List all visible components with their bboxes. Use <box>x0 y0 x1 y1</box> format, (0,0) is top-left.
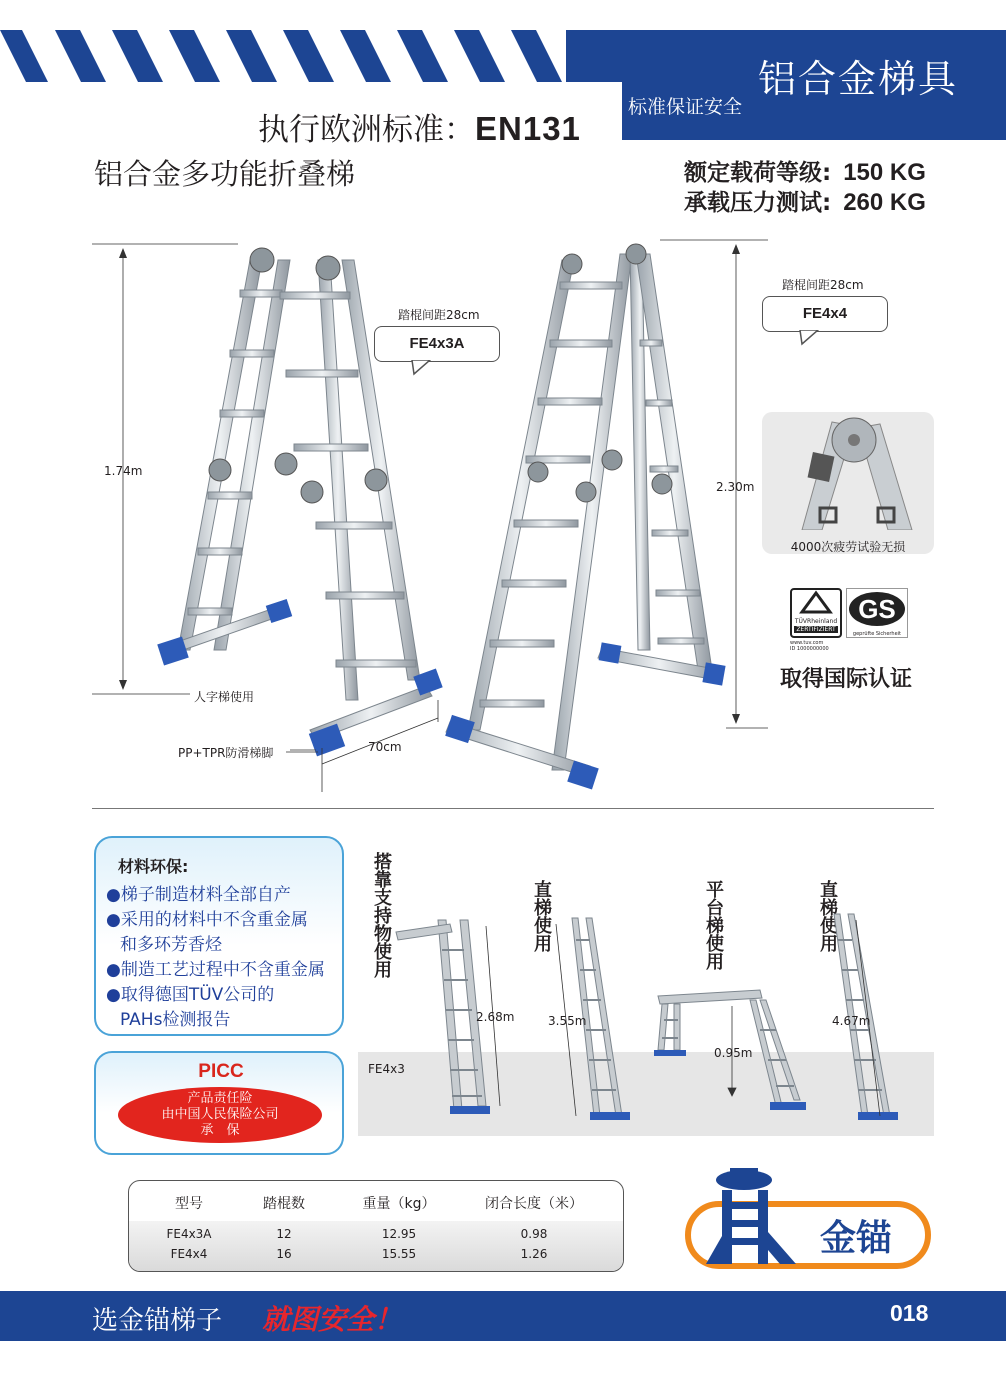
svg-text:GS: GS <box>858 594 896 624</box>
bubble1-tail <box>408 360 438 376</box>
hinge-photo-card <box>762 412 934 554</box>
env-item: ●制造工艺过程中不含重金属 <box>106 960 325 980</box>
env-item: ●取得德国TÜV公司的 <box>106 985 275 1005</box>
standard-prefix: 执行欧洲标准： <box>258 112 475 148</box>
header-stripes <box>0 30 610 82</box>
hinge-caption: 4000次疲劳试验无损 <box>790 540 906 554</box>
gs-logo: GS geprüfte Sicherheit <box>846 588 908 638</box>
table-cell: FE4x3A <box>166 1227 212 1241</box>
table-cell: FE4x4 <box>170 1247 208 1261</box>
tuv-info: www.tuv.com ID 1000000000 <box>790 640 829 652</box>
usage-mode-lean: 搭靠支持物使用 <box>371 852 392 978</box>
usage-mode-straight-tall: 直梯使用 <box>817 880 838 952</box>
env-item: ●采用的材料中不含重金属 <box>106 910 308 930</box>
table-cell: 12 <box>276 1227 292 1241</box>
gs-mark-icon <box>847 589 907 627</box>
page-number: 018 <box>890 1300 929 1326</box>
environment-heading: 材料环保: <box>118 857 189 876</box>
usage-height-straight-tall: 4.67m <box>832 1014 871 1028</box>
brand-subtitle: 标准保证安全 <box>628 96 743 118</box>
col-rungs: 踏棍数 <box>263 1196 305 1212</box>
height-right-label: 2.30m <box>716 480 755 494</box>
standard-code: EN131 <box>475 110 581 147</box>
usage-model: FE4x3 <box>368 1062 405 1076</box>
brand-title: 铝合金梯具 <box>757 57 958 101</box>
table-cell: 15.55 <box>381 1247 417 1261</box>
table-cell: 12.95 <box>381 1227 417 1241</box>
spec-rated-load: 额定载荷等级: 150 KG <box>684 159 926 186</box>
table-body <box>129 1221 623 1272</box>
env-item: 和多环芳香烃 <box>120 935 222 955</box>
bubble2-caption: 踏棍间距28cm <box>782 278 864 292</box>
picc-title: PICC <box>198 1061 244 1082</box>
col-weight: 重量（kg） <box>362 1196 436 1212</box>
spec-table <box>128 1180 624 1272</box>
jinmao-logo <box>684 1162 934 1272</box>
table-cell: 0.98 <box>520 1227 548 1241</box>
picc-oval: 产品责任险 由中国人民保险公司 承 保 <box>118 1087 322 1143</box>
cert-title: 取得国际认证 <box>780 667 913 692</box>
width-label: 70cm <box>368 740 402 754</box>
col-length: 闭合长度（米） <box>485 1196 583 1212</box>
usage-mode-straight: 直梯使用 <box>531 880 552 952</box>
feet-label: PP+TPR防滑梯脚 <box>178 746 274 760</box>
footer-slogan: 就图安全！ <box>262 1303 403 1336</box>
spec-test-load: 承载压力测试: 260 KG <box>684 189 926 216</box>
table-cell: 16 <box>276 1247 292 1261</box>
hinge-photo <box>762 412 934 530</box>
table-cell: 1.26 <box>520 1247 548 1261</box>
bubble2-tail <box>796 330 826 346</box>
usage-height-lean: 2.68m <box>476 1010 515 1024</box>
environment-box <box>94 836 344 1036</box>
bubble1-caption: 踏棍间距28cm <box>398 308 480 322</box>
section-divider <box>92 808 934 809</box>
env-item: PAHs检测报告 <box>120 1010 231 1030</box>
table-header <box>129 1181 623 1221</box>
product-title: 铝合金多功能折叠梯 <box>94 157 356 191</box>
model-bubble-fe4x3a: FE4x3A <box>374 326 500 362</box>
footer-text: 选金锚梯子 <box>92 1306 223 1336</box>
model-bubble-fe4x4: FE4x4 <box>762 296 888 332</box>
standard-line <box>258 104 581 149</box>
picc-box <box>94 1051 344 1155</box>
usage-height-platform: 0.95m <box>714 1046 753 1060</box>
tuv-logo: TÜVRheinland ZERTIFIZIERT <box>790 588 842 638</box>
height-left-label: 1.74m <box>104 464 143 478</box>
usage-height-straight: 3.55m <box>548 1014 587 1028</box>
usage-mode-platform: 平台梯使用 <box>703 880 724 970</box>
a-frame-label: 人字梯使用 <box>194 690 255 704</box>
col-model: 型号 <box>175 1196 203 1212</box>
tuv-triangle-icon <box>792 590 840 614</box>
env-item: ●梯子制造材料全部自产 <box>106 885 291 905</box>
logo-text: 金锚 <box>819 1218 893 1259</box>
